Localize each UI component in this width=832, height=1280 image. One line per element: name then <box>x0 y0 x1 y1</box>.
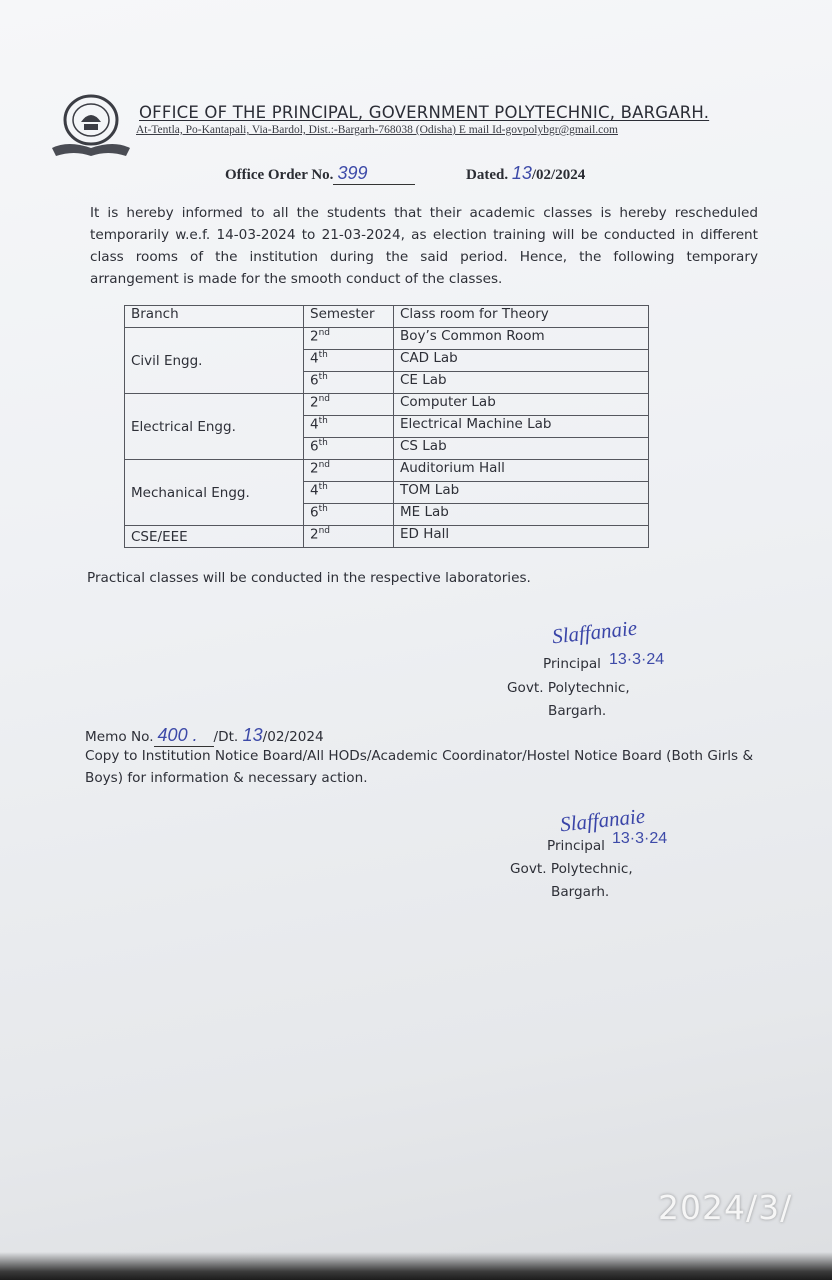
office-order-label: Office Order No. <box>225 167 334 183</box>
semester-cell <box>304 328 394 350</box>
memo-line <box>85 725 324 747</box>
order-date-day: 13 <box>511 163 532 183</box>
memo-label: Memo No. <box>85 729 154 745</box>
semester-suffix: th <box>318 504 328 514</box>
classroom-cell: TOM Lab <box>394 482 649 504</box>
semester-suffix: nd <box>318 526 331 536</box>
signature-date-2: 13·3·24 <box>612 830 668 847</box>
semester-number: 6 <box>310 372 319 389</box>
memo-date-rest: /02/2024 <box>262 729 324 745</box>
semester-number: 4 <box>310 416 319 433</box>
order-dated-label: Dated. <box>466 167 509 183</box>
semester-number: 4 <box>310 482 319 499</box>
table-row <box>125 394 649 416</box>
memo-number: 400 . <box>157 725 198 745</box>
classroom-cell: CE Lab <box>394 372 649 394</box>
semester-number: 4 <box>310 350 319 367</box>
photo-edge-shadow <box>0 1252 832 1280</box>
office-order-number: 399 <box>337 163 368 183</box>
semester-suffix: nd <box>318 460 331 470</box>
principal-signature-2: Slaffanaie <box>558 803 647 837</box>
practical-note: Practical classes will be conducted in the respective laboratories. <box>87 570 531 586</box>
classroom-table <box>124 305 649 548</box>
classroom-cell: ED Hall <box>394 526 649 548</box>
branch-cell: Mechanical Engg. <box>125 460 304 526</box>
semester-suffix: th <box>318 416 328 426</box>
semester-cell <box>304 460 394 482</box>
semester-cell <box>304 504 394 526</box>
office-title: OFFICE OF THE PRINCIPAL, GOVERNMENT POLYTECHNIC, BARGARH. <box>139 103 710 122</box>
institution-name-1: Govt. Polytechnic, <box>507 680 630 696</box>
semester-cell <box>304 372 394 394</box>
table-header-cell: Branch <box>125 306 304 328</box>
principal-title-1: Principal <box>543 656 601 672</box>
principal-title-2: Principal <box>547 838 605 854</box>
semester-suffix: nd <box>318 328 331 338</box>
semester-number: 2 <box>310 328 319 345</box>
semester-suffix: nd <box>318 394 331 404</box>
semester-cell <box>304 526 394 548</box>
branch-cell: Electrical Engg. <box>125 394 304 460</box>
table-header-cell: Semester <box>304 306 394 328</box>
copy-to-text: Copy to Institution Notice Board/All HODs/Academic Coordinator/Hostel Notice Board (Both Girls & Boys) for information & necessary action. <box>85 748 754 786</box>
classroom-cell: CS Lab <box>394 438 649 460</box>
semester-cell <box>304 350 394 372</box>
table-row <box>125 328 649 350</box>
semester-cell <box>304 416 394 438</box>
semester-cell <box>304 438 394 460</box>
semester-number: 2 <box>310 394 319 411</box>
classroom-cell: CAD Lab <box>394 350 649 372</box>
institution-logo-emblem <box>48 90 134 162</box>
table-header-cell: Class room for Theory <box>394 306 649 328</box>
table-row <box>125 460 649 482</box>
table-header-row <box>125 306 649 328</box>
semester-suffix: th <box>318 350 328 360</box>
semester-number: 2 <box>310 526 319 543</box>
institution-name-2: Govt. Polytechnic, <box>510 861 633 877</box>
memo-date-day: 13 <box>242 725 263 745</box>
office-order-line <box>225 163 415 185</box>
institution-place-1: Bargarh. <box>548 703 607 719</box>
classroom-cell: Electrical Machine Lab <box>394 416 649 438</box>
order-date-line <box>466 163 585 184</box>
semester-number: 6 <box>310 504 319 521</box>
order-date-rest: /02/2024 <box>531 167 586 183</box>
branch-cell: Civil Engg. <box>125 328 304 394</box>
branch-cell: CSE/EEE <box>125 526 304 548</box>
semester-suffix: th <box>318 482 328 492</box>
signature-date-1: 13·3·24 <box>609 651 665 668</box>
table-row <box>125 526 649 548</box>
classroom-cell: ME Lab <box>394 504 649 526</box>
semester-number: 6 <box>310 438 319 455</box>
memo-dt-label: /Dt. <box>213 729 239 745</box>
semester-cell <box>304 394 394 416</box>
principal-signature-1: Slaffanaie <box>550 615 639 649</box>
office-address: At-Tentla, Po-Kantapali, Via-Bardol, Dist.:-Bargarh-768038 (Odisha) E mail Id-govpolybgr@gmail.com <box>136 124 618 136</box>
semester-cell <box>304 482 394 504</box>
classroom-cell: Auditorium Hall <box>394 460 649 482</box>
classroom-cell: Computer Lab <box>394 394 649 416</box>
semester-suffix: th <box>318 372 328 382</box>
photo-timestamp: 2024/3/ <box>658 1188 793 1227</box>
body-paragraph: It is hereby informed to all the students that their academic classes is hereby rescheduled temporarily w.e.f. 14-03-2024 to 21-03-2024, as election training will be conducted in different class rooms of the institution during the said period. Hence, the following temporary arrangement is made for the smooth conduct of the classes. <box>90 205 758 287</box>
semester-number: 2 <box>310 460 319 477</box>
semester-suffix: th <box>318 438 328 448</box>
classroom-cell: Boy’s Common Room <box>394 328 649 350</box>
institution-place-2: Bargarh. <box>551 884 610 900</box>
